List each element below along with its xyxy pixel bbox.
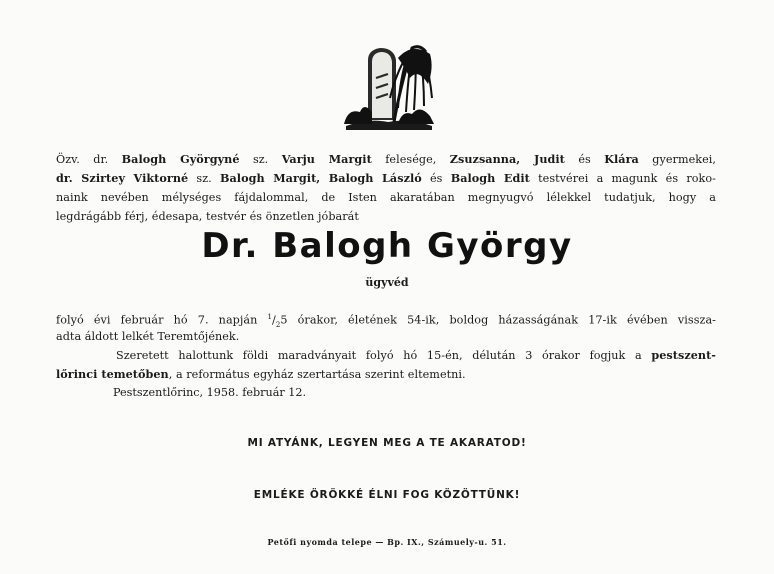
deceased-profession: ügyvéd — [365, 276, 409, 289]
child-name: Klára — [604, 152, 639, 166]
death-date-text: folyó évi február hó 7. napján — [56, 313, 268, 327]
widow-name: Balogh Györgyné — [121, 152, 240, 166]
fraction-numerator: 1 — [267, 313, 273, 321]
intro-line-1-segment: és — [564, 153, 605, 166]
intro-line-1-segment: felesége, — [371, 153, 450, 166]
intro-line-1-segment: sz. — [239, 153, 282, 166]
place-and-date: Pestszentlőrinc, 1958. február 12. — [113, 386, 307, 399]
children-names: Zsuzsanna, Judit — [449, 152, 565, 166]
intro-line-2 — [56, 169, 716, 188]
death-line-2: adta áldott lelkét Teremtőjének. — [56, 330, 240, 343]
intro-line-1 — [56, 150, 716, 169]
funeral-line-1 — [56, 346, 716, 365]
widow-maiden-name: Varju Margit — [281, 152, 372, 166]
tombstone-willow-emblem — [338, 38, 438, 134]
funeral-time-text: Szeretett halottunk földi maradványait folyó hó 15-én, délután 3 órakor fogjuk a — [116, 349, 652, 362]
funeral-rite-text: , a református egyház szertartása szerint eltemetni. — [168, 368, 466, 381]
intro-line-2-segment: sz. — [188, 172, 220, 185]
sibling-name: Balogh Edit — [450, 171, 530, 185]
intro-line-2-segment: testvérei a magunk és roko- — [529, 172, 716, 185]
sibling-name: dr. Szirtey Viktorné — [56, 171, 189, 185]
motto-memory: EMLÉKE ÖRÖKKÉ ÉLNI FOG KÖZÖTTÜNK! — [253, 489, 521, 501]
cemetery-name-part1: pestszent- — [651, 348, 716, 362]
cemetery-name-part2: lőrinci temetőben — [56, 367, 169, 381]
intro-line-4: legdrágább férj, édesapa, testvér és önzetlen jóbarát — [56, 210, 359, 223]
funeral-line-2 — [56, 365, 716, 384]
fraction-denominator: 2 — [275, 320, 281, 329]
death-line-1: folyó évi február hó 7. napján $^1/_25$ órakor, életének 54-ik, boldog házasságának 17-ik évében vissza- — [56, 313, 717, 329]
intro-line-2-segment: és — [421, 172, 451, 185]
deceased-name: Dr. Balogh György — [201, 226, 573, 266]
intro-line-1-segment: Özv. dr. — [56, 153, 122, 166]
motto-prayer: MI ATYÁNK, LEGYEN MEG A TE AKARATOD! — [247, 437, 527, 449]
printer-imprint: Petőfi nyomda telepe — Bp. IX., Számuely-u. 51. — [267, 537, 507, 547]
intro-line-3: naink nevében mélységes fájdalommal, de Isten akaratában megnyugvó lélekkel tudatjuk, hogy a — [56, 191, 716, 204]
sibling-names: Balogh Margit, Balogh László — [220, 171, 422, 185]
intro-line-1-segment: gyermekei, — [638, 153, 717, 166]
death-age-text: 5 órakor, életének 54-ik, boldog házasságának 17-ik évében vissza- — [280, 313, 717, 327]
